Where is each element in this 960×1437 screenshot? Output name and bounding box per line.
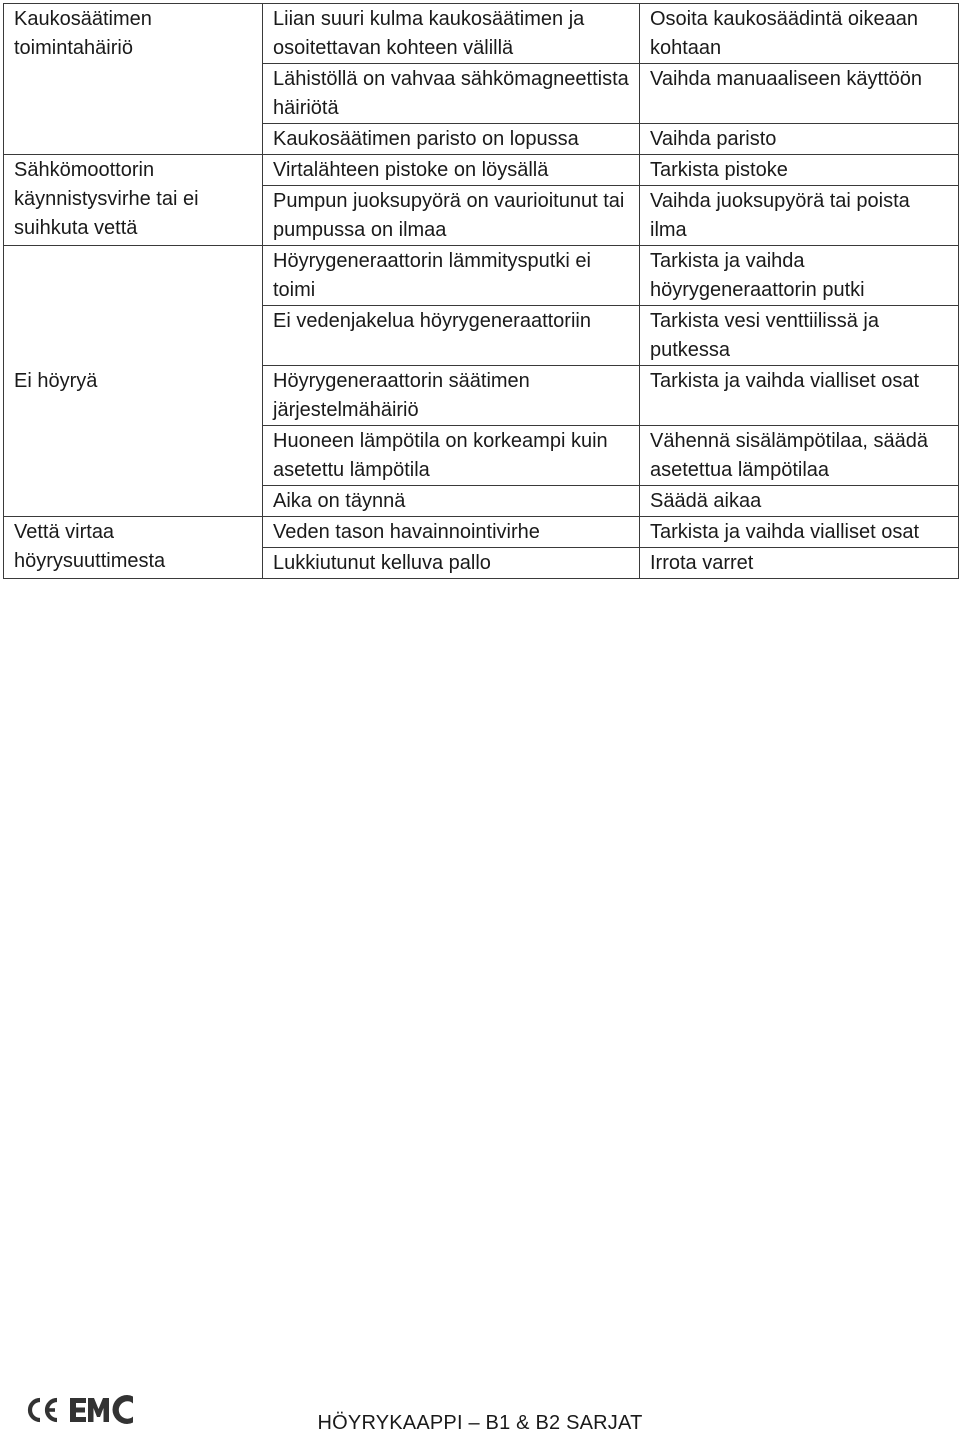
cause-cell: Höyrygeneraattorin säätimen järjestelmähäiriö <box>263 366 640 426</box>
solution-cell: Vaihda paristo <box>640 124 959 155</box>
cause-cell: Ei vedenjakelua höyrygeneraattoriin <box>263 306 640 366</box>
solution-cell: Vaihda manuaaliseen käyttöön <box>640 64 959 124</box>
solution-cell: Tarkista pistoke <box>640 155 959 186</box>
solution-cell: Irrota varret <box>640 548 959 579</box>
cause-cell: Kaukosäätimen paristo on lopussa <box>263 124 640 155</box>
cause-cell: Höyrygeneraattorin lämmitysputki ei toimi <box>263 246 640 306</box>
cause-cell: Lähistöllä on vahvaa sähkömagneettista häiriötä <box>263 64 640 124</box>
solution-cell: Tarkista ja vaihda höyrygeneraattorin putki <box>640 246 959 306</box>
table-row <box>4 246 959 306</box>
solution-cell: Tarkista ja vaihda vialliset osat <box>640 517 959 548</box>
solution-cell: Vaihda juoksupyörä tai poista ilma <box>640 186 959 246</box>
problem-cell: Vettä virtaa höyrysuuttimesta <box>4 517 263 579</box>
table-row <box>4 155 959 186</box>
problem-cell: Sähkömoottorin käynnistysvirhe tai ei suihkuta vettä <box>4 155 263 246</box>
cause-cell: Aika on täynnä <box>263 486 640 517</box>
cause-cell: Virtalähteen pistoke on löysällä <box>263 155 640 186</box>
cause-cell: Huoneen lämpötila on korkeampi kuin asetettu lämpötila <box>263 426 640 486</box>
document-title-footer: HÖYRYKAAPPI – B1 & B2 SARJAT <box>317 1412 643 1434</box>
cause-cell: Pumpun juoksupyörä on vaurioitunut tai pumpussa on ilmaa <box>263 186 640 246</box>
cause-cell: Lukkiutunut kelluva pallo <box>263 548 640 579</box>
solution-cell: Osoita kaukosäädintä oikeaan kohtaan <box>640 4 959 64</box>
solution-cell: Säädä aikaa <box>640 486 959 517</box>
table-row <box>4 517 959 548</box>
solution-cell: Tarkista vesi venttiilissä ja putkessa <box>640 306 959 366</box>
solution-cell: Vähennä sisälämpötilaa, säädä asetettua lämpötilaa <box>640 426 959 486</box>
problem-cell: Kaukosäätimen toimintahäiriö <box>4 4 263 155</box>
problem-cell: Ei höyryä <box>4 246 263 517</box>
table-row <box>4 4 959 64</box>
solution-cell: Tarkista ja vaihda vialliset osat <box>640 366 959 426</box>
troubleshooting-table <box>3 3 959 579</box>
cause-cell: Veden tason havainnointivirhe <box>263 517 640 548</box>
cause-cell: Liian suuri kulma kaukosäätimen ja osoitettavan kohteen välillä <box>263 4 640 64</box>
